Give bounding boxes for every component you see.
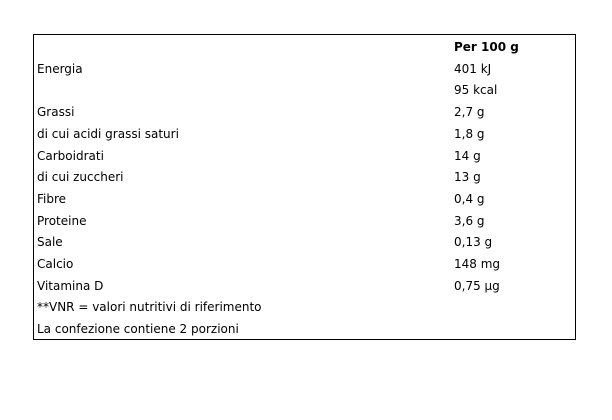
nutrient-label: Proteine	[37, 213, 87, 228]
nutrient-label: di cui zuccheri	[37, 170, 124, 185]
nutrient-label: Carboidrati	[37, 148, 104, 163]
table-row	[34, 167, 575, 189]
nutrient-value: 95 kcal	[454, 83, 498, 98]
nutrient-value: 2,7 g	[454, 105, 485, 120]
table-header-row	[34, 37, 575, 59]
nutrient-value: 0,4 g	[454, 191, 485, 206]
vnr-footnote: **VNR = valori nutritivi di riferimento	[37, 300, 262, 315]
nutrient-value: 148 mg	[454, 257, 501, 271]
footnote-row	[34, 297, 575, 319]
table-row	[34, 254, 575, 276]
servings-note: La confezione contiene 2 porzioni	[37, 322, 239, 337]
table-row	[34, 276, 575, 298]
nutrient-value: 3,6 g	[454, 213, 485, 228]
table-row	[34, 124, 575, 146]
nutrient-value: 0,13 g	[454, 235, 493, 250]
nutrition-table	[33, 34, 576, 340]
nutrient-value: 14 g	[454, 148, 481, 163]
nutrient-label: Vitamina D	[37, 278, 104, 293]
nutrient-label: Calcio	[37, 257, 74, 271]
table-row	[34, 211, 575, 233]
servings-row	[34, 319, 575, 341]
nutrient-value: 401 kJ	[454, 61, 492, 76]
nutrient-label: di cui acidi grassi saturi	[37, 126, 179, 141]
table-row	[34, 102, 575, 124]
table-row	[34, 146, 575, 168]
nutrient-value: 13 g	[454, 170, 481, 185]
nutrient-label: Fibre	[37, 191, 67, 206]
table-row	[34, 59, 575, 81]
nutrient-label: Energia	[37, 61, 83, 76]
table-row	[34, 232, 575, 254]
table-row	[34, 189, 575, 211]
nutrient-label: Grassi	[37, 105, 75, 120]
nutrient-value: 1,8 g	[454, 126, 485, 141]
table-row	[34, 80, 575, 102]
column-header-per-100g: Per 100 g	[454, 40, 519, 54]
nutrient-label: Sale	[37, 235, 63, 250]
nutrient-value: 0,75 µg	[454, 278, 500, 293]
